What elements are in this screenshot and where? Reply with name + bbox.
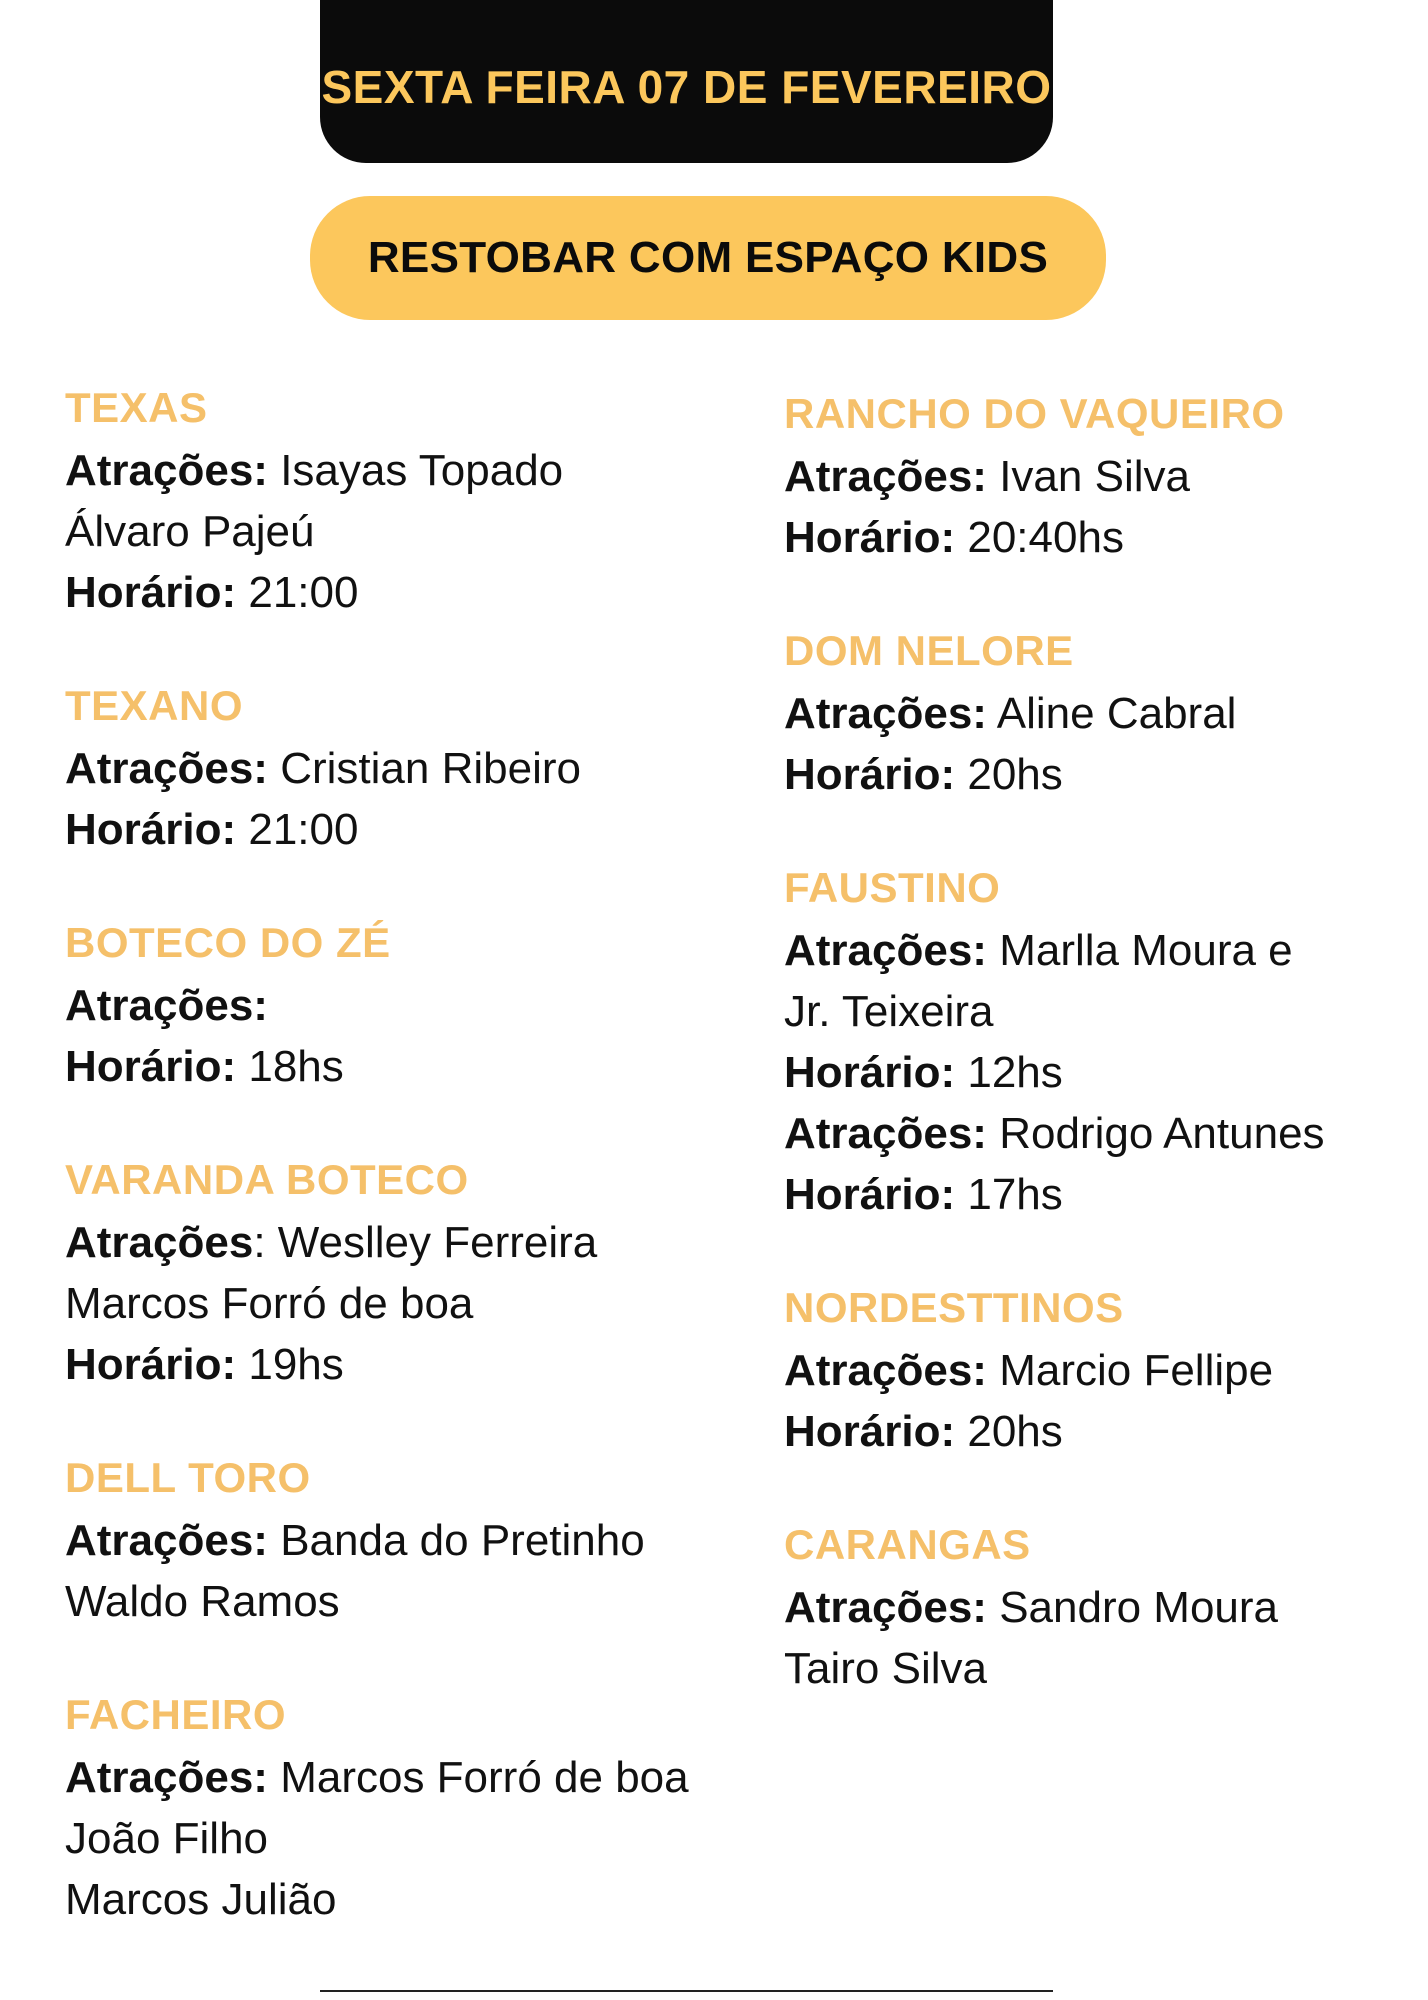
schedule-line: Horário: 19hs [65,1340,344,1389]
attractions-extra: Marcos Julião [65,1875,337,1924]
attractions-line: Atrações: Marcos Forró de boa [65,1753,689,1802]
right-column [784,386,1404,1699]
schedule-line-2: Horário: 17hs [784,1170,1063,1219]
venue-name: DELL TORO [65,1454,311,1501]
attractions-extra: Tairo Silva [784,1644,987,1693]
schedule-line: Horário: 21:00 [65,805,359,854]
venue-name: NORDESTTINOS [784,1284,1124,1331]
attractions-line: Atrações: Cristian Ribeiro [65,744,581,793]
attractions-extra: João Filho [65,1814,269,1863]
attractions-line: Atrações: Marlla Moura e [784,926,1293,975]
date-banner [320,0,1053,163]
venue-category-title: RESTOBAR COM ESPAÇO KIDS [367,233,1049,282]
attractions-line: Atrações: [65,981,268,1030]
left-column [65,380,765,1930]
schedule-line: Horário: 18hs [65,1042,344,1091]
venue-carangas [784,1517,1404,1699]
venue-varanda-boteco [65,1152,765,1395]
venue-name: VARANDA BOTECO [65,1156,469,1203]
date-title: SEXTA FEIRA 07 DE FEVEREIRO [321,60,1052,113]
venue-dell-toro [65,1450,765,1632]
attractions-line: Atrações: Sandro Moura [784,1583,1279,1632]
venue-name: RANCHO DO VAQUEIRO [784,390,1285,437]
venue-name: FACHEIRO [65,1691,287,1738]
attractions-extra: Waldo Ramos [65,1577,340,1626]
venue-nordesttinos [784,1280,1404,1462]
venue-category-banner [310,196,1106,320]
attractions-line: Atrações: Ivan Silva [784,452,1190,501]
venue-name: FAUSTINO [784,864,1001,911]
bottom-divider [320,1990,1053,1992]
venue-name: BOTECO DO ZÉ [65,919,391,966]
venue-dom-nelore [784,623,1404,805]
venue-name: TEXAS [65,384,208,431]
venue-texas [65,380,765,623]
attractions-line: Atrações: Marcio Fellipe [784,1346,1274,1395]
attractions-line-2: Atrações: Rodrigo Antunes [784,1109,1325,1158]
attractions-line: Atrações: Weslley Ferreira [65,1218,598,1267]
venue-texano [65,678,765,860]
venue-faustino [784,860,1404,1225]
schedule-line: Horário: 21:00 [65,568,359,617]
venue-name: DOM NELORE [784,627,1074,674]
attractions-line: Atrações: Aline Cabral [784,689,1237,738]
venue-rancho-do-vaqueiro [784,386,1404,568]
venue-boteco-do-ze [65,915,765,1097]
schedule-line: Horário: 20:40hs [784,513,1124,562]
schedule-line: Horário: 20hs [784,750,1063,799]
schedule-line: Horário: 20hs [784,1407,1063,1456]
attractions-line: Atrações: Isayas Topado [65,446,564,495]
attractions-extra: Álvaro Pajeú [65,507,315,556]
venue-facheiro [65,1687,765,1930]
venue-name: CARANGAS [784,1521,1031,1568]
venue-name: TEXANO [65,682,244,729]
attractions-extra: Jr. Teixeira [784,987,994,1036]
attractions-line: Atrações: Banda do Pretinho [65,1516,645,1565]
attractions-extra: Marcos Forró de boa [65,1279,474,1328]
schedule-line: Horário: 12hs [784,1048,1063,1097]
